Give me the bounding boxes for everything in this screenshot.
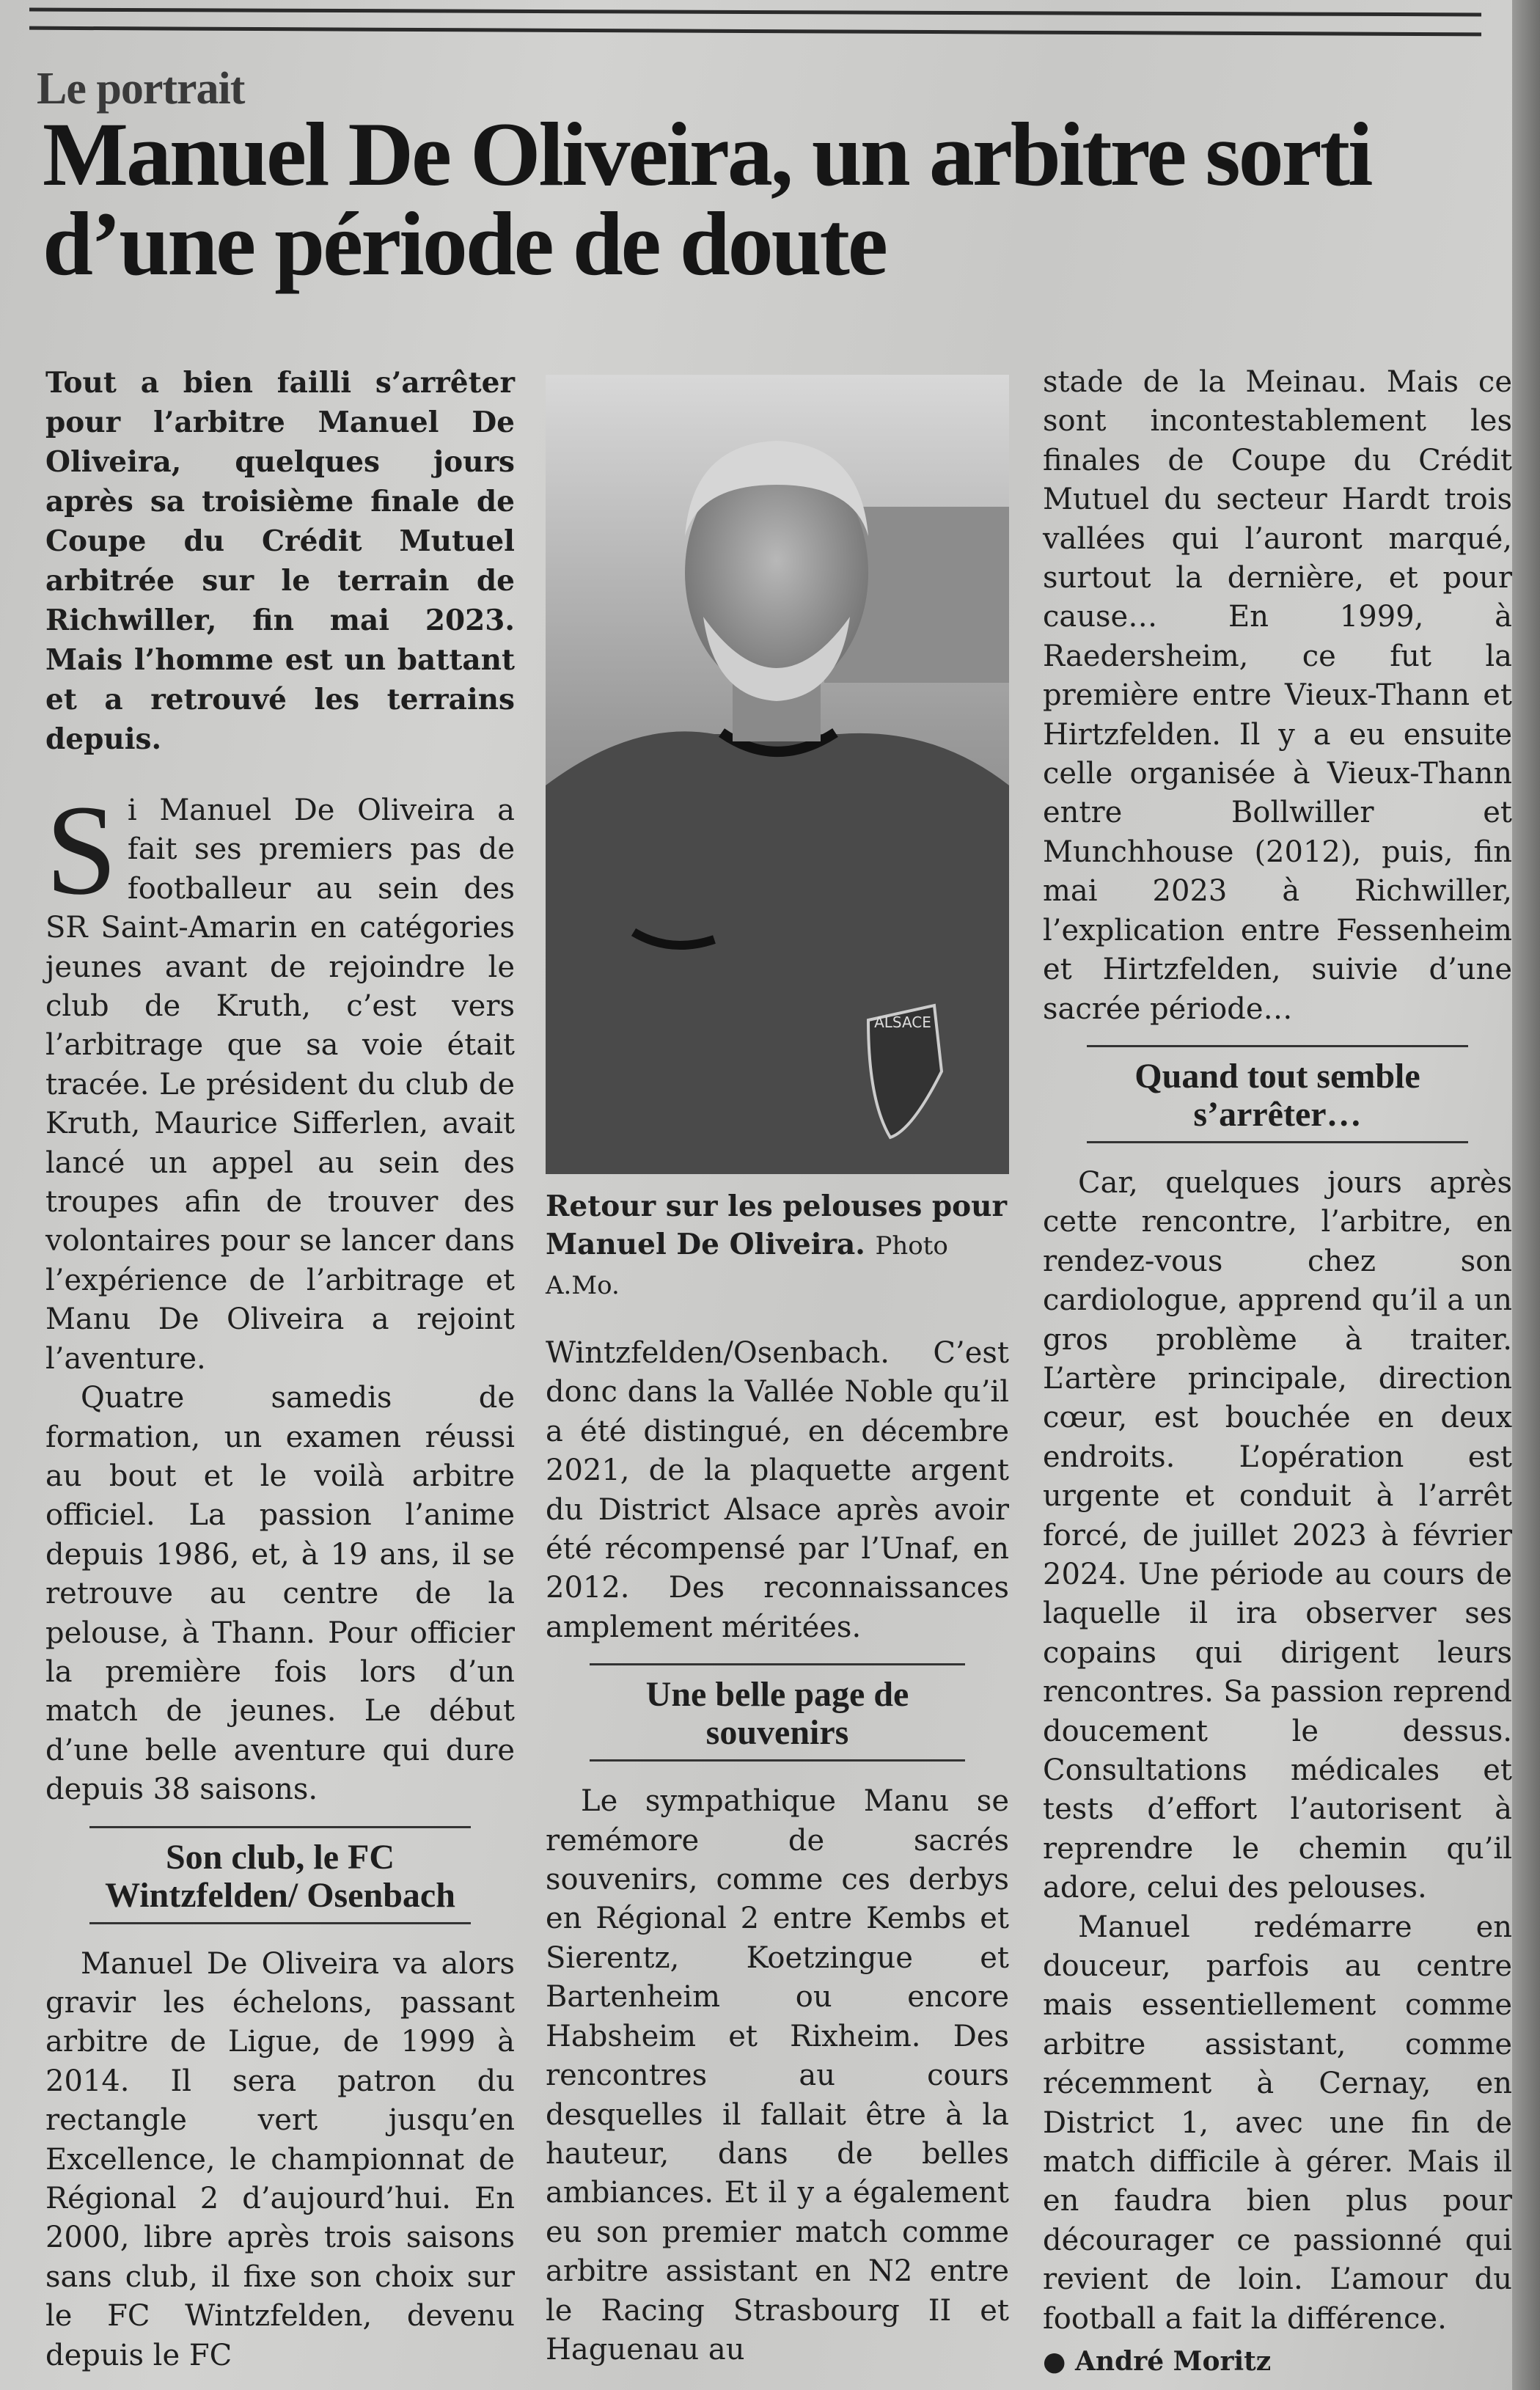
- author-signature: ● André Moritz: [1043, 2346, 1272, 2378]
- top-rule: [29, 26, 1481, 37]
- body-paragraph: i Manuel De Oliveira a fait ses premiers pas de footballeur au sein des SR Saint-Amarin en catégories jeunes avant de rejoindre le club de Kruth, c’est vers l’arbitrage que sa voie était tracée. Le président du club de Kruth, Maurice Sifferlen, avait lancé un appel au sein des troupes afin de trouver des volontaires pour se lancer dans l’expérience de l’arbitrage et Manu De Oliveira a rejoint l’aventure.: [45, 793, 515, 1376]
- photo-caption: [546, 1187, 1009, 1305]
- body-paragraph: Le sympathique Manu se remémore de sacrés souvenirs, comme ces derbys en Régional 2 entre Kembs et Sierentz, Koetzingue et Bartenheim ou encore Habsheim et Rixheim. Des rencontres au cours desquelles il fallait être à la hauteur, dans de belles ambiances. Et il y a également eu son premier match comme arbitre assistant en N2 entre le Racing Strasbourg II et Haguenau au: [546, 1784, 1009, 2367]
- badge-text: ALSACE: [874, 1013, 931, 1031]
- body-paragraph: stade de la Meinau. Mais ce sont incontestablement les finales de Coupe du Crédit Mutuel du secteur Hardt trois vallées qui l’auront marqué, surtout la dernière, et pour cause… En 1999, à Raedersheim, ce fut la première entre Vieux-Thann et Hirtzfelden. Il y a eu ensuite celle organisée à Vieux-Thann entre Bollwiller et Munchhouse (2012), puis, fin mai 2023 à Richwiller, l’explication entre Fessenheim et Hirtzfelden, suivie d’une sacrée période…: [1043, 365, 1512, 1026]
- subheading: Son club, le FC Wintzfelden/ Osenbach: [89, 1826, 471, 1924]
- adjacent-page-edge: [1512, 0, 1540, 2390]
- section-kicker: Le portrait: [37, 64, 245, 114]
- photo-credit: Photo A.Mo.: [546, 1231, 948, 1300]
- body-paragraph: Wintzfelden/Osenbach. C’est donc dans la Vallée Noble qu’il a été distingué, en décembre 2021, de la plaquette argent du District Alsace après avoir été récompensé par l’Unaf, en 2012. Des reconnaissances amplement méritées.: [546, 1336, 1009, 1644]
- subheading: Quand tout semble s’arrêter…: [1087, 1045, 1468, 1143]
- body-paragraph: Car, quelques jours après cette rencontre, l’arbitre, en rendez-vous chez son cardiologue, apprend qu’il a un gros problème à traiter. L’artère principale, direction cœur, est bouchée en deux endroits. L’opération est urgente et conduit à l’arrêt forcé, de juillet 2023 à février 2024. Une période au cours de laquelle il ira observer ses copains qui dirigent leurs rencontres. Sa passion reprend doucement le dessus. Consultations médicales et tests d’effort l’autorisent à reprendre le chemin qu’il adore, celui des pelouses.: [1043, 1165, 1512, 1905]
- portrait-photo: [546, 375, 1009, 1174]
- caption-text: Retour sur les pelouses pour Manuel De Oliveira.: [546, 1189, 1008, 1261]
- body-paragraph: Quatre samedis de formation, un examen réussi au bout et le voilà arbitre officiel. La passion l’anime depuis 1986, et, à 19 ans, il se retrouve au centre de la pelouse, à Thann. Pour officier la première fois lors d’un match de jeunes. Le début d’une belle aventure qui dure depuis 38 saisons.: [45, 1381, 515, 1807]
- column-2: [546, 363, 1009, 2369]
- column-3: [1043, 363, 1512, 2377]
- column-1: [45, 363, 515, 2375]
- drop-cap: S: [45, 779, 117, 922]
- lead-paragraph: Tout a bien failli s’arrêter pour l’arbitre Manuel De Oliveira, quelques jours après sa troisième finale de Coupe du Crédit Mutuel arbitrée sur le terrain de Richwiller, fin mai 2023. Mais l’homme est un battant et a retrouvé les terrains depuis.: [45, 366, 515, 756]
- top-rule: [29, 8, 1481, 17]
- subheading: Une belle page de souvenirs: [590, 1663, 965, 1762]
- body-paragraph: Manuel De Oliveira va alors gravir les échelons, passant arbitre de Ligue, de 1999 à 2014. Il sera patron du rectangle vert jusqu’en Excellence, le championnat de Régional 2 d’aujourd’hui. En 2000, libre après trois saisons sans club, il fixe son choix sur le FC Wintzfelden, devenu depuis le FC: [45, 1946, 515, 2372]
- headline: Manuel De Oliveira, un arbitre sorti d’une période de doute: [43, 104, 1371, 294]
- body-paragraph: Manuel redémarre en douceur, parfois au centre mais essentiellement comme arbitre assistant, comme récemment à Cernay, en District 1, avec une fin de match difficile à gérer. Mais il en faudra bien plus pour décourager ce passionné qui revient de loin. L’amour du football a fait la différence.: [1043, 1910, 1512, 2336]
